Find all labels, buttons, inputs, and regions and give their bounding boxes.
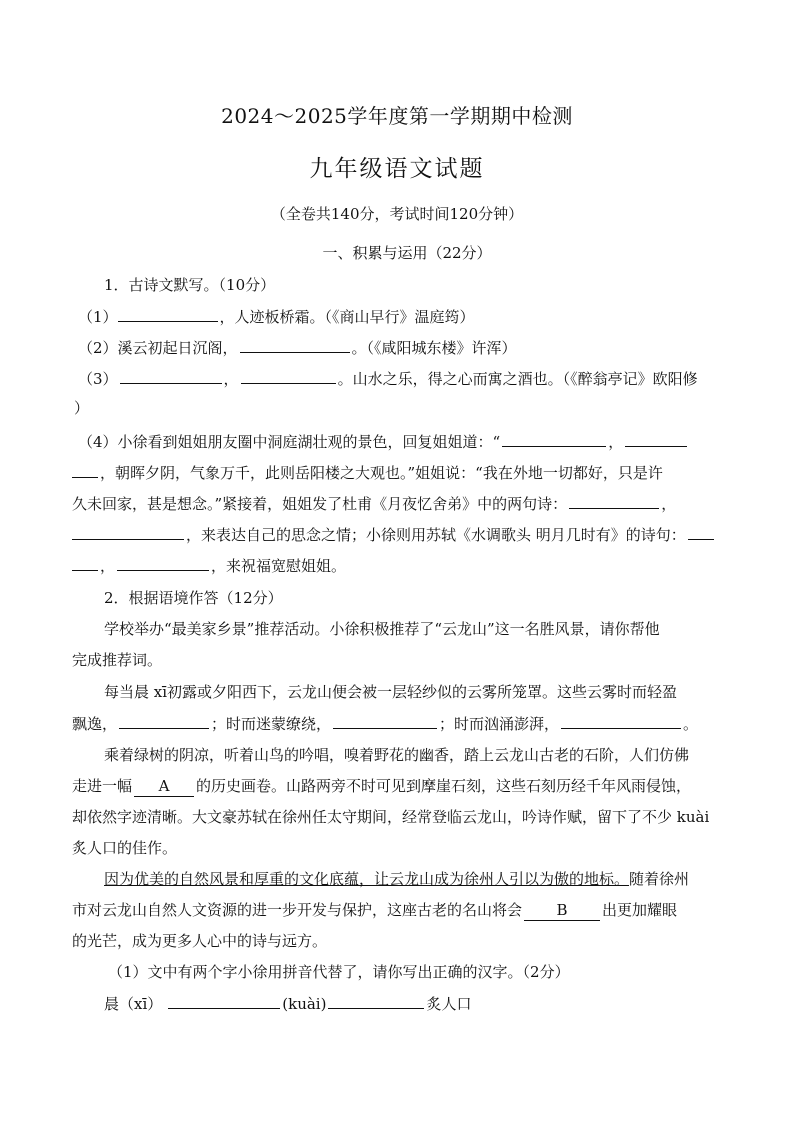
answer-blank[interactable] [688, 524, 714, 540]
q2-para3-line4: 炙人口的佳作。 [72, 839, 178, 857]
q2-title: 2．根据语境作答（12分） [104, 589, 283, 607]
answer-blank[interactable] [561, 713, 681, 729]
answer-blank[interactable] [240, 337, 350, 353]
q1-item2: （2）溪云初起日沉阁， 。（《咸阳城东楼》许浑） [78, 339, 517, 357]
q2-para2-line2: 飘逸， ；时而迷蒙缭绕， ；时而汹涌澎湃， 。 [72, 715, 699, 733]
q1-item1: （1） ，人迹板桥霜。（《商山早行》温庭筠） [78, 308, 475, 326]
q1-title: 1．古诗文默写。（10分） [104, 276, 276, 294]
underlined-sentence: 因为优美的自然风景和厚重的文化底蕴，让云龙山成为徐州人引以为傲的地标。 [104, 870, 630, 888]
q1-item4-line1: （4）小徐看到姐姐朋友圈中洞庭湖壮观的景色，回复姐姐道：“ ， [78, 431, 687, 452]
q2-para3-line1: 乘着绿树的阴凉，听着山鸟的吟唱，嗅着野花的幽香，踏上云龙山古老的石阶，人们仿佛 [104, 746, 690, 764]
q2-para3-line2: 走进一幅 A 的历史画卷。山路两旁不时可见到摩崖石刻，这些石刻历经千年风雨侵蚀， [72, 777, 692, 795]
q1-item4-line5: ， ，来祝福宽慰姐姐。 [72, 555, 346, 576]
answer-blank[interactable] [569, 493, 659, 509]
q1-item4-line3: 久未回家，甚是想念。”紧接着，姐姐发了杜甫《月夜忆舍弟》中的两句诗： ， [72, 495, 677, 513]
blank-b[interactable]: B [524, 900, 600, 921]
answer-blank[interactable] [328, 993, 424, 1009]
answer-blank[interactable] [241, 368, 336, 384]
q2-para2-line1: 每当晨 xī初露或夕阳西下，云龙山便会被一层轻纱似的云雾所笼罩。这些云雾时而轻盈 [104, 683, 678, 701]
subject-title: 九年级语文试题 [309, 156, 485, 182]
answer-blank[interactable] [118, 306, 218, 322]
answer-blank[interactable] [502, 431, 606, 447]
answer-blank[interactable] [119, 713, 209, 729]
blank-a[interactable]: A [134, 776, 194, 797]
q2-para4-line1: 因为优美的自然风景和厚重的文化底蕴，让云龙山成为徐州人引以为傲的地标。随着徐州 [104, 870, 690, 888]
answer-blank[interactable] [333, 713, 437, 729]
q2-sub1-answer: 晨（xī） (kuài) 炙人口 [104, 995, 472, 1013]
answer-blank[interactable] [72, 555, 98, 571]
q1-item3-close: ） [74, 399, 90, 417]
answer-blank[interactable] [117, 555, 209, 571]
q1-item4-line2: ，朝晖夕阴，气象万千，此则岳阳楼之大观也。”姐姐说：“我在外地一切都好，只是许 [72, 462, 663, 483]
exam-note: （全卷共140分，考试时间120分钟） [270, 205, 524, 223]
q2-para4-line3: 的光芒，成为更多人心中的诗与远方。 [72, 932, 328, 950]
answer-blank[interactable] [625, 431, 687, 447]
q2-para1-line2: 完成推荐词。 [72, 651, 163, 669]
q1-item4-line4: ，来表达自己的思念之情；小徐则用苏轼《水调歌头 明月几时有》的诗句： [72, 524, 714, 545]
q1-item3: （3） ， 。山水之乐，得之心而寓之酒也。（《醉翁亭记》欧阳修 [78, 370, 698, 388]
exam-title: 2024～2025学年度第一学期期中检测 [221, 104, 573, 128]
q2-para1-line1: 学校举办“最美家乡景”推荐活动。小徐积极推荐了“云龙山”这一名胜风景，请你帮他 [104, 620, 660, 638]
q2-para4-line2: 市对云龙山自然人文资源的进一步开发与保护，这座古老的名山将会 B 出更加耀眼 [72, 901, 678, 919]
section-heading: 一、积累与运用（22分） [322, 244, 492, 262]
q2-sub1: （1）文中有两个字小徐用拼音代替了，请你写出正确的汉字。（2分） [108, 963, 570, 981]
answer-blank[interactable] [72, 462, 98, 478]
answer-blank[interactable] [72, 524, 184, 540]
q2-para3-line3: 却依然字迹清晰。大文豪苏轼在徐州任太守期间，经常登临云龙山，吟诗作赋，留下了不少 kuài [72, 808, 710, 826]
answer-blank[interactable] [168, 993, 280, 1009]
answer-blank[interactable] [120, 368, 222, 384]
